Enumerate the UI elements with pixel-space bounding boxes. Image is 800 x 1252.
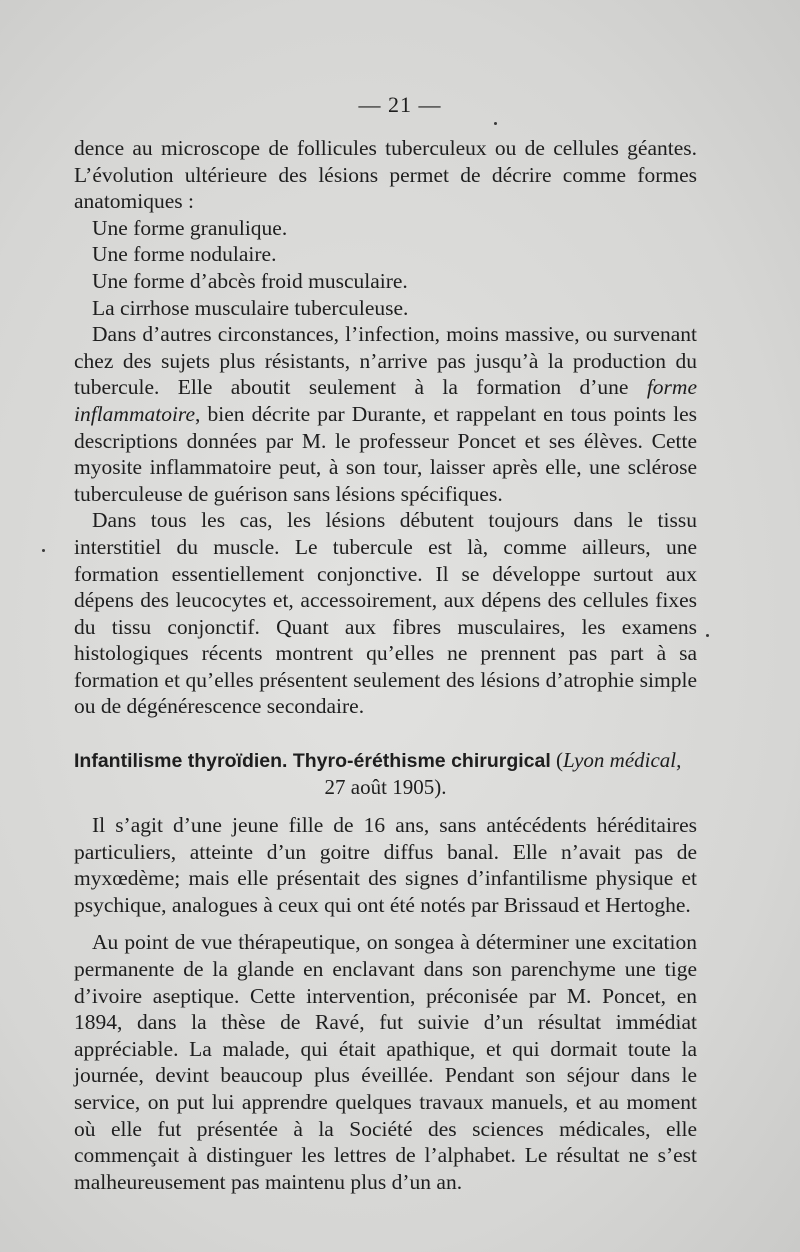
list-item-granular: Une forme granulique. [92, 215, 288, 240]
paragraph-inflammatory [74, 321, 697, 507]
ink-speck [494, 122, 497, 125]
paragraph-inflammatory-after: , bien décrite par Durante, et rappelant en tous points les descriptions données par M. le professeur Poncet et ses élèves. Cette myosite inflammatoire peut, à son tour, laisser après elle, une sclérose tuberculeuse de guérison sans lésions spécifiques. [74, 401, 697, 506]
list-item-abscess: Une forme d’abcès froid musculaire. [92, 268, 408, 293]
text-block-top [74, 135, 697, 720]
paragraph-therapy: Au point de vue thérapeutique, on songea à déterminer une excitation permanente de la glande en enclavant dans son parenchyme une tige d’ivoire aseptique. Cette intervention, préconisée par M. Poncet, en 1894, dans la thèse de Ravé, fut suivie d’un résultat immédiat appréciable. La malade, qui était apathique, et qui dormait toute la journée, devint beaucoup plus éveillée. Pendant son séjour dans le service, on put lui apprendre quelques travaux manuels, et au moment où elle fut présentée à la Société des sciences médicales, elle commençait à distinguer les lettres de l’alphabet. Le résultat ne s’est malheureusement pas maintenu plus d’un an. [74, 930, 697, 1194]
section-heading-line [74, 747, 697, 774]
page-number: — 21 — [358, 92, 442, 117]
list-item-nodular: Une forme nodulaire. [92, 242, 277, 267]
ink-speck [42, 549, 45, 552]
ink-speck [706, 634, 709, 637]
section-heading [74, 747, 697, 800]
paragraph-case: Il s’agit d’une jeune fille de 16 ans, sans antécédents héréditaires particuliers, atteinte d’un goitre diffus banal. Elle n’avait pas de myxœdème; mais elle présentait des signes d’infantilisme physique et psychique, analogues à ceux qui ont été notés par Brissaud et Hertoghe. [74, 813, 697, 917]
journal-open-paren: ( [556, 748, 564, 772]
section-thyroid [74, 736, 697, 1196]
paragraph-continuation: dence au microscope de follicules tuberculeux ou de cellules géantes. L’évolution ultérieure des lésions permet de décrire comme formes anatomiques : [74, 136, 697, 214]
paragraph-inflammatory-before: Dans d’autres circonstances, l’infection, moins massive, ou survenant chez des sujets plus résistants, n’arrive pas jusqu’à la production du tubercule. Elle aboutit seulement à la formation d’une [74, 322, 697, 400]
journal-date: 27 août 1905). [324, 775, 447, 799]
paragraph-inflammatory-emphasis: forme inflammatoire [74, 375, 697, 426]
list-item-cirrhosis: La cirrhose musculaire tuberculeuse. [92, 295, 409, 320]
section-title: Infantilisme thyroïdien. Thyro-éréthisme chirurgical [74, 750, 551, 772]
paragraph-interstitial: Dans tous les cas, les lésions débutent toujours dans le tissu interstitiel du muscle. Le tubercule est là, comme ailleurs, une formation essentiellement conjonctive. Il se développe surtout aux dépens des leucocytes et, accessoirement, aux dépens des cellules fixes du tissu conjonctif. Quant aux fibres musculaires, les examens histologiques récents montrent qu’elles ne prennent pas part à sa formation et qu’elles présentent seulement des lésions d’atrophie simple ou de dégénérescence secondaire. [74, 508, 697, 719]
journal-name: Lyon médical, [563, 748, 682, 772]
